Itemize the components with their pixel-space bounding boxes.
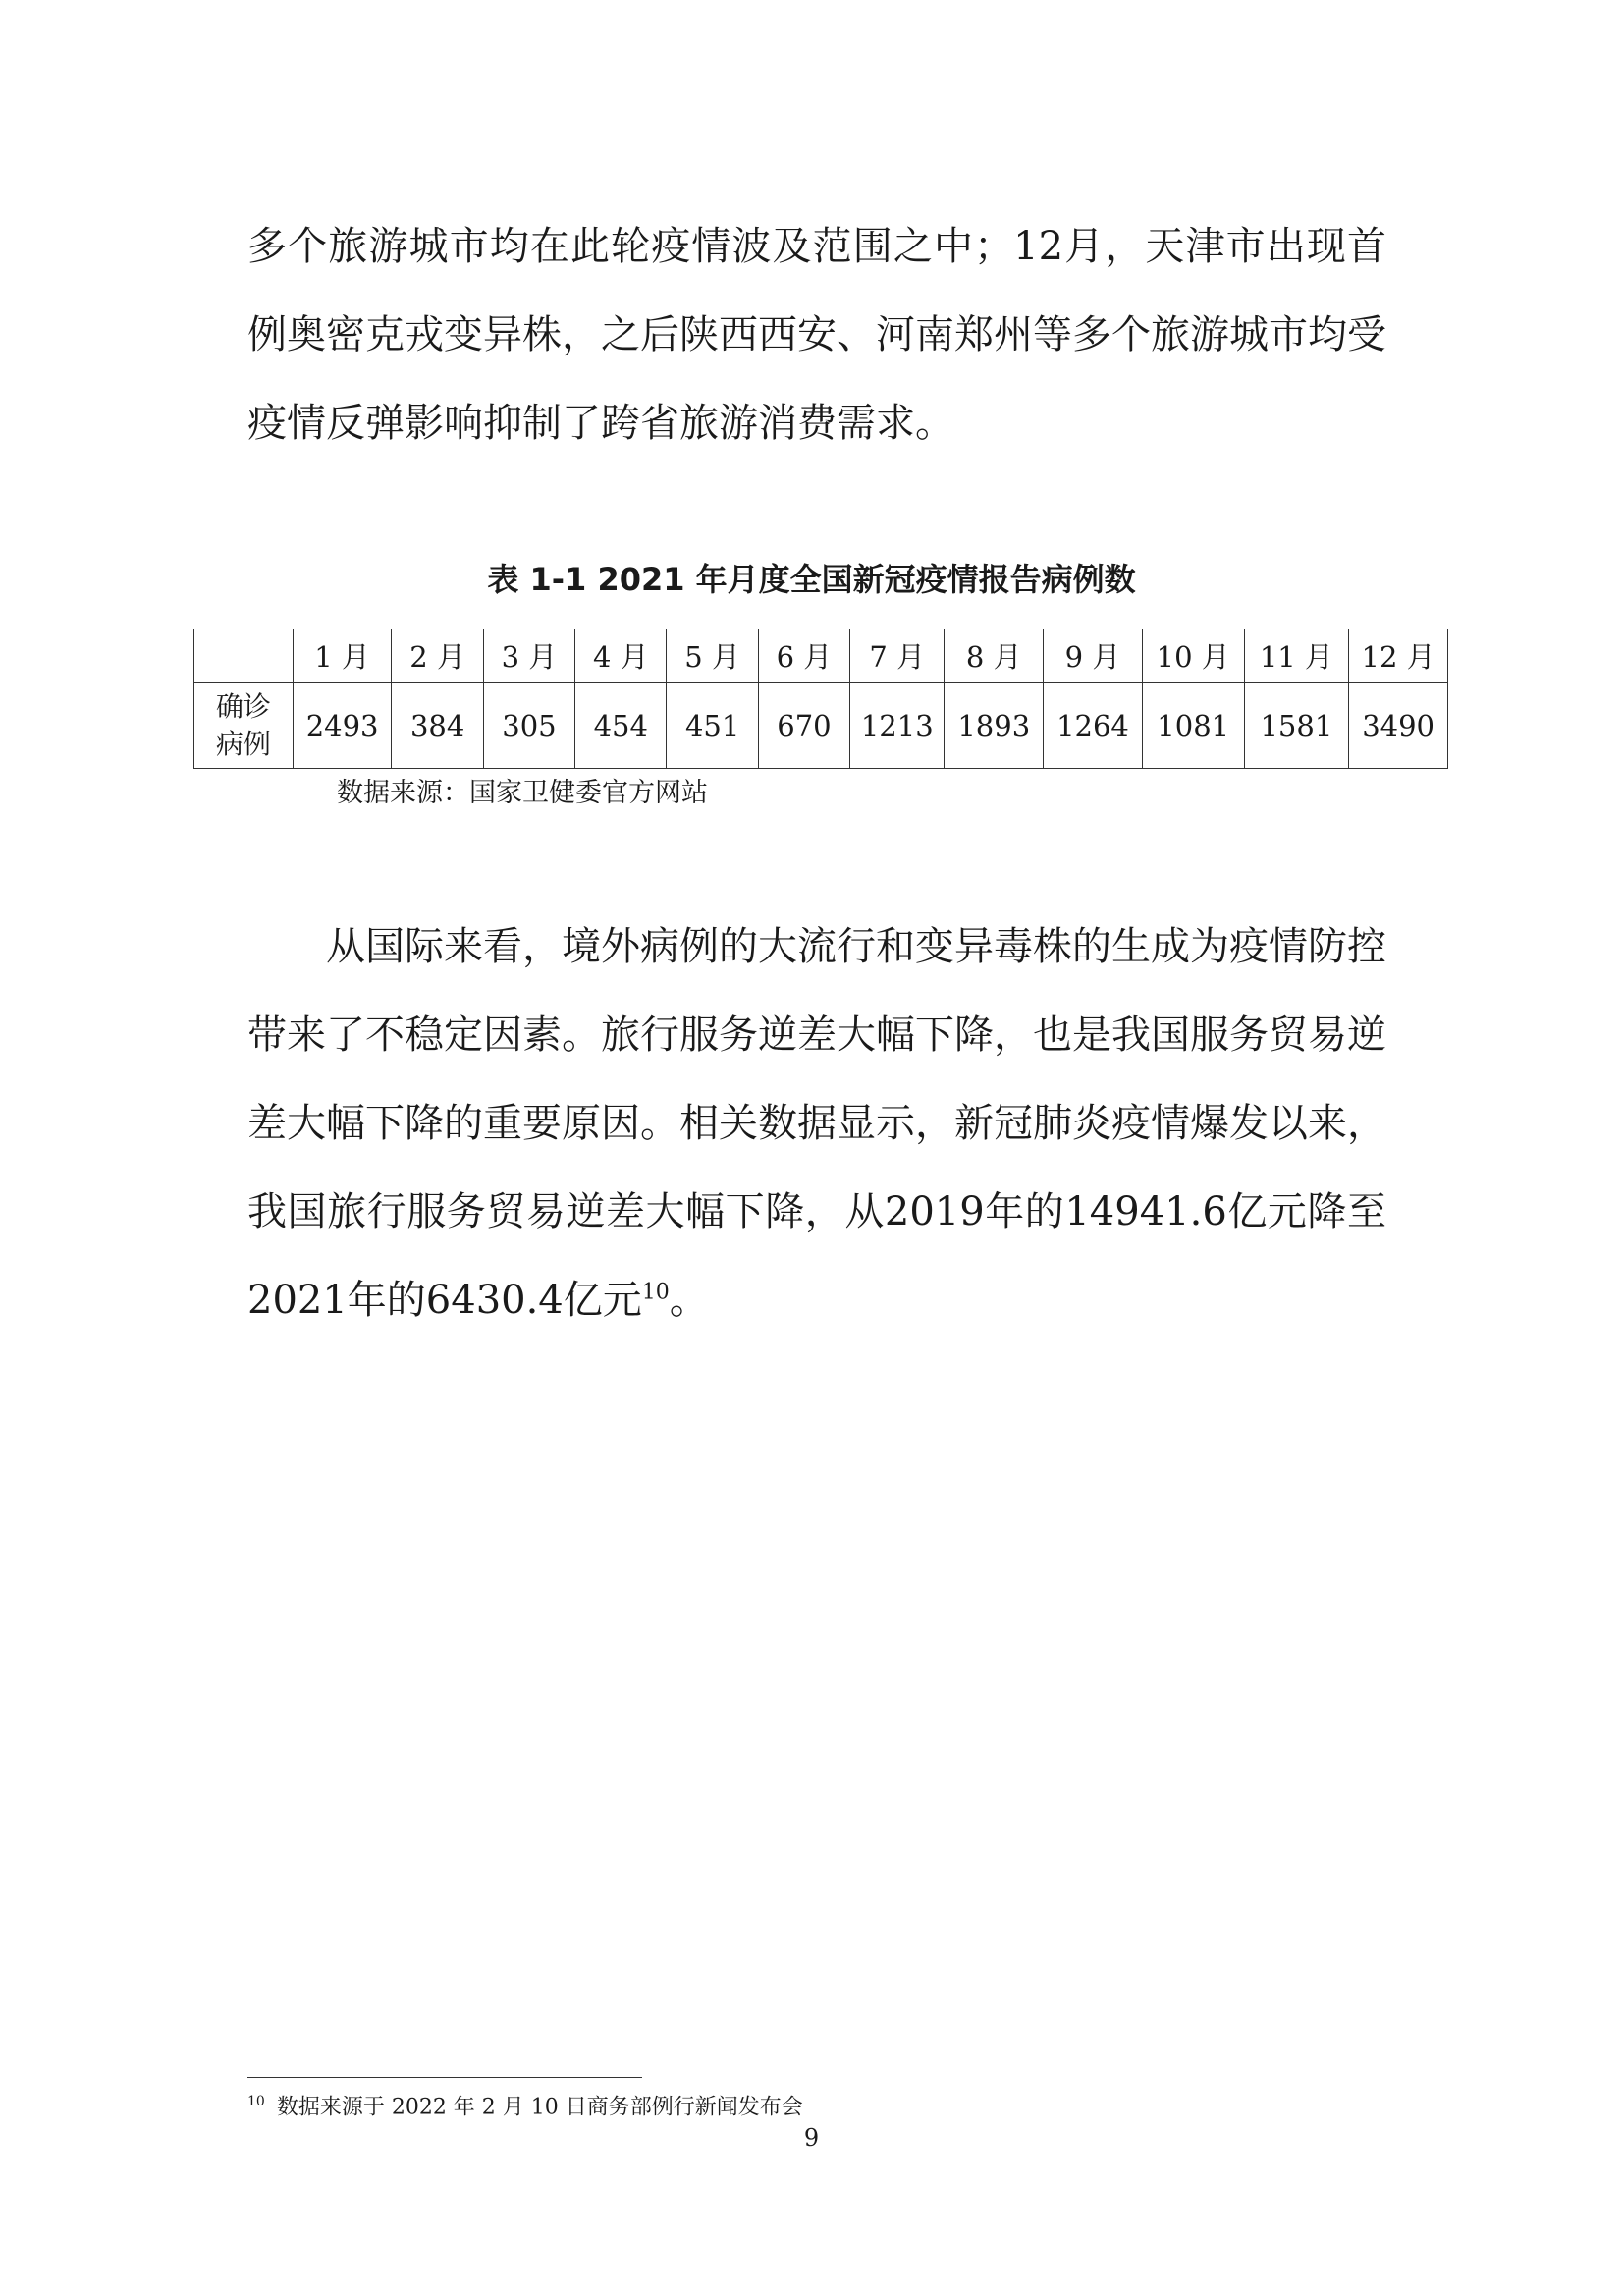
table-row bbox=[194, 683, 1448, 769]
case-count-cell: 451 bbox=[667, 683, 758, 769]
row-label-line: 确诊 bbox=[215, 689, 271, 723]
month-header: 5 月 bbox=[667, 629, 758, 683]
case-count-cell: 2493 bbox=[293, 683, 392, 769]
footnote-text: 数据来源于 2022 年 2 月 10 日商务部例行新闻发布会 bbox=[276, 2095, 803, 2120]
footnote-divider bbox=[247, 2077, 642, 2078]
month-header: 12 月 bbox=[1349, 629, 1448, 683]
case-count-cell: 1213 bbox=[850, 683, 945, 769]
footnote-mark: 10 bbox=[247, 2094, 265, 2109]
table-header-row bbox=[194, 629, 1448, 683]
month-header: 8 月 bbox=[945, 629, 1044, 683]
case-count-cell: 1581 bbox=[1244, 683, 1349, 769]
row-label-line: 病例 bbox=[215, 727, 271, 760]
case-count-cell: 305 bbox=[483, 683, 574, 769]
body-paragraph-2-text: 从国际来看，境外病例的大流行和变异毒株的生成为疫情防控带来了不稳定因素。旅行服务逆差大幅下降，也是我国服务贸易逆差大幅下降的重要原因。相关数据显示，新冠肺炎疫情爆发以来，我国旅行服务贸易逆差大幅下降，从2019年的14941.6亿元降至2021年的6430.4亿元 bbox=[247, 924, 1386, 1323]
table-source-note: 数据来源：国家卫健委官方网站 bbox=[337, 778, 708, 808]
footnote-reference[interactable]: 10 bbox=[641, 1280, 670, 1305]
case-count-cell: 1893 bbox=[945, 683, 1044, 769]
footnote bbox=[247, 2086, 803, 2123]
table-caption: 表 1-1 2021 年月度全国新冠疫情报告病例数 bbox=[487, 561, 1136, 598]
month-header: 7 月 bbox=[850, 629, 945, 683]
page-number: 9 bbox=[803, 2124, 820, 2152]
case-count-cell: 670 bbox=[758, 683, 849, 769]
month-header: 4 月 bbox=[575, 629, 667, 683]
month-header: 9 月 bbox=[1044, 629, 1143, 683]
case-count-cell: 384 bbox=[392, 683, 483, 769]
case-count-cell: 3490 bbox=[1349, 683, 1448, 769]
case-count-cell: 1081 bbox=[1142, 683, 1244, 769]
body-paragraph-2 bbox=[247, 902, 1386, 1344]
monthly-cases-table bbox=[193, 629, 1448, 769]
table-corner-cell bbox=[194, 629, 294, 683]
month-header: 10 月 bbox=[1142, 629, 1244, 683]
row-label-cell bbox=[194, 683, 294, 769]
case-count-cell: 1264 bbox=[1044, 683, 1143, 769]
month-header: 3 月 bbox=[483, 629, 574, 683]
body-paragraph-2-end: 。 bbox=[669, 1278, 709, 1323]
month-header: 6 月 bbox=[758, 629, 849, 683]
case-count-cell: 454 bbox=[575, 683, 667, 769]
body-paragraph-1: 多个旅游城市均在此轮疫情波及范围之中；12月，天津市出现首例奥密克戎变异株，之后陕西西安、河南郑州等多个旅游城市均受疫情反弹影响抑制了跨省旅游消费需求。 bbox=[247, 224, 1386, 446]
month-header: 1 月 bbox=[293, 629, 392, 683]
month-header: 11 月 bbox=[1244, 629, 1349, 683]
month-header: 2 月 bbox=[392, 629, 483, 683]
